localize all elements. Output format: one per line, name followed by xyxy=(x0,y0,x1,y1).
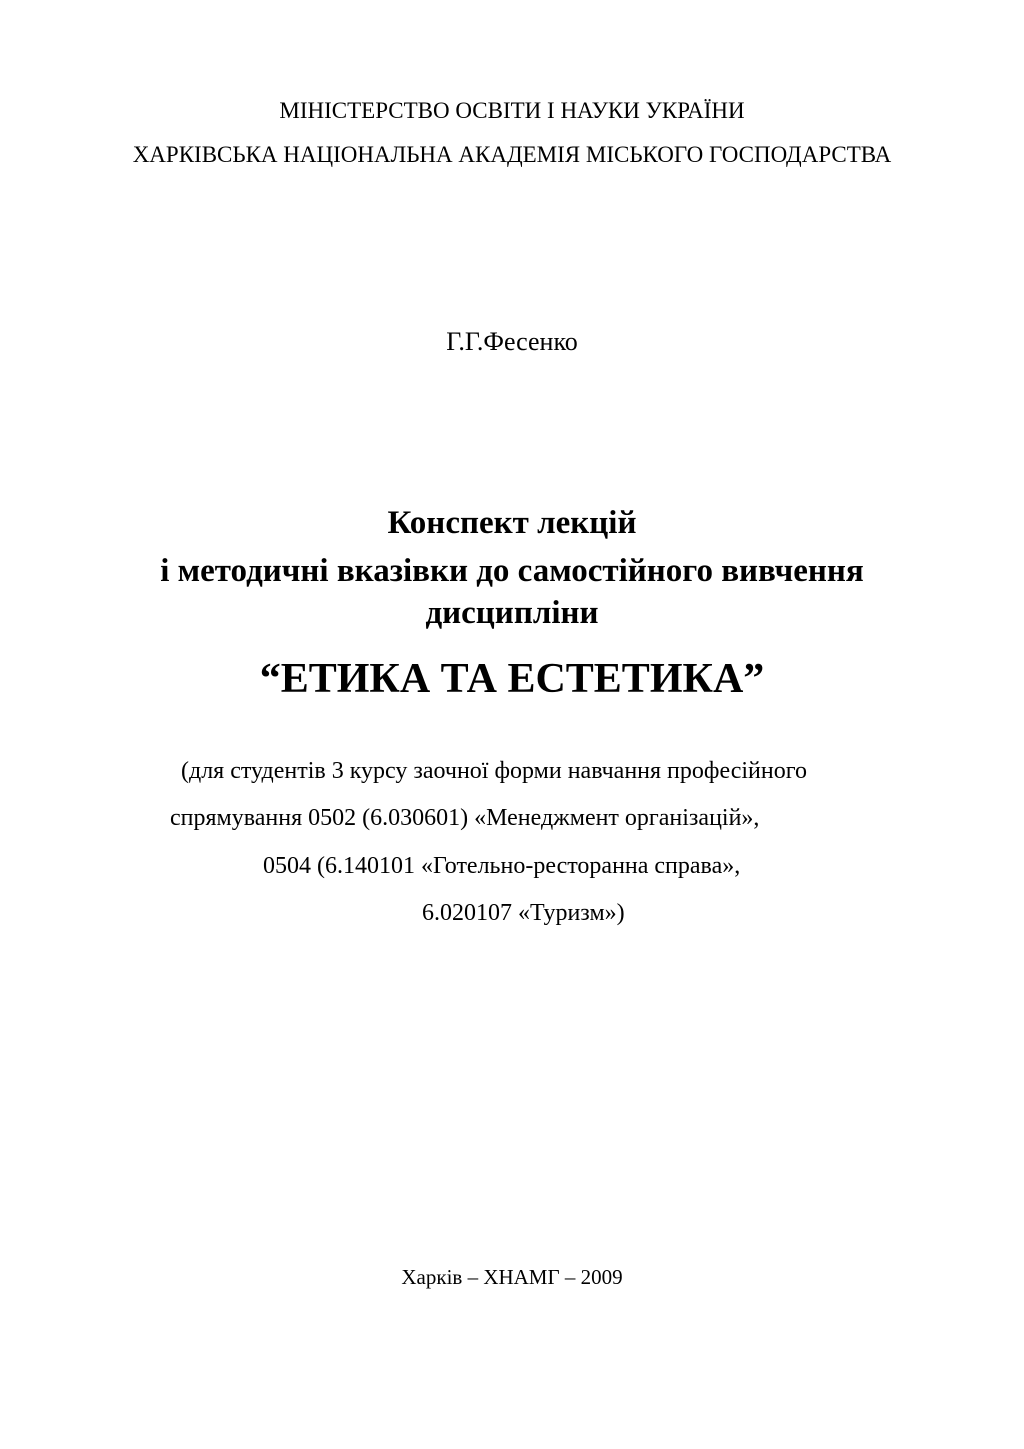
document-title-line-2: і методичні вказівки до самостійного вивчення xyxy=(160,553,864,589)
audience-line-3: 0504 (6.140101 «Готельно-ресторанна справа», xyxy=(263,853,741,879)
publication-footer: Харків – ХНАМГ – 2009 xyxy=(401,1265,623,1289)
ministry-heading: МІНІСТЕРСТВО ОСВІТИ І НАУКИ УКРАЇНИ xyxy=(279,98,745,123)
discipline-title: “ЕТИКА ТА ЕСТЕТИКА” xyxy=(259,656,765,702)
author-name: Г.Г.Фесенко xyxy=(446,327,578,356)
audience-line-2: спрямування 0502 (6.030601) «Менеджмент організацій», xyxy=(170,805,760,831)
document-title-line-1: Конспект лекцій xyxy=(387,505,637,541)
document-title-line-3: дисципліни xyxy=(425,595,599,631)
audience-line-4: 6.020107 «Туризм») xyxy=(422,900,625,926)
audience-line-1: (для студентів 3 курсу заочної форми навчання професійного xyxy=(181,758,807,784)
academy-heading: ХАРКІВСЬКА НАЦІОНАЛЬНА АКАДЕМІЯ МІСЬКОГО ГОСПОДАРСТВА xyxy=(132,142,892,167)
